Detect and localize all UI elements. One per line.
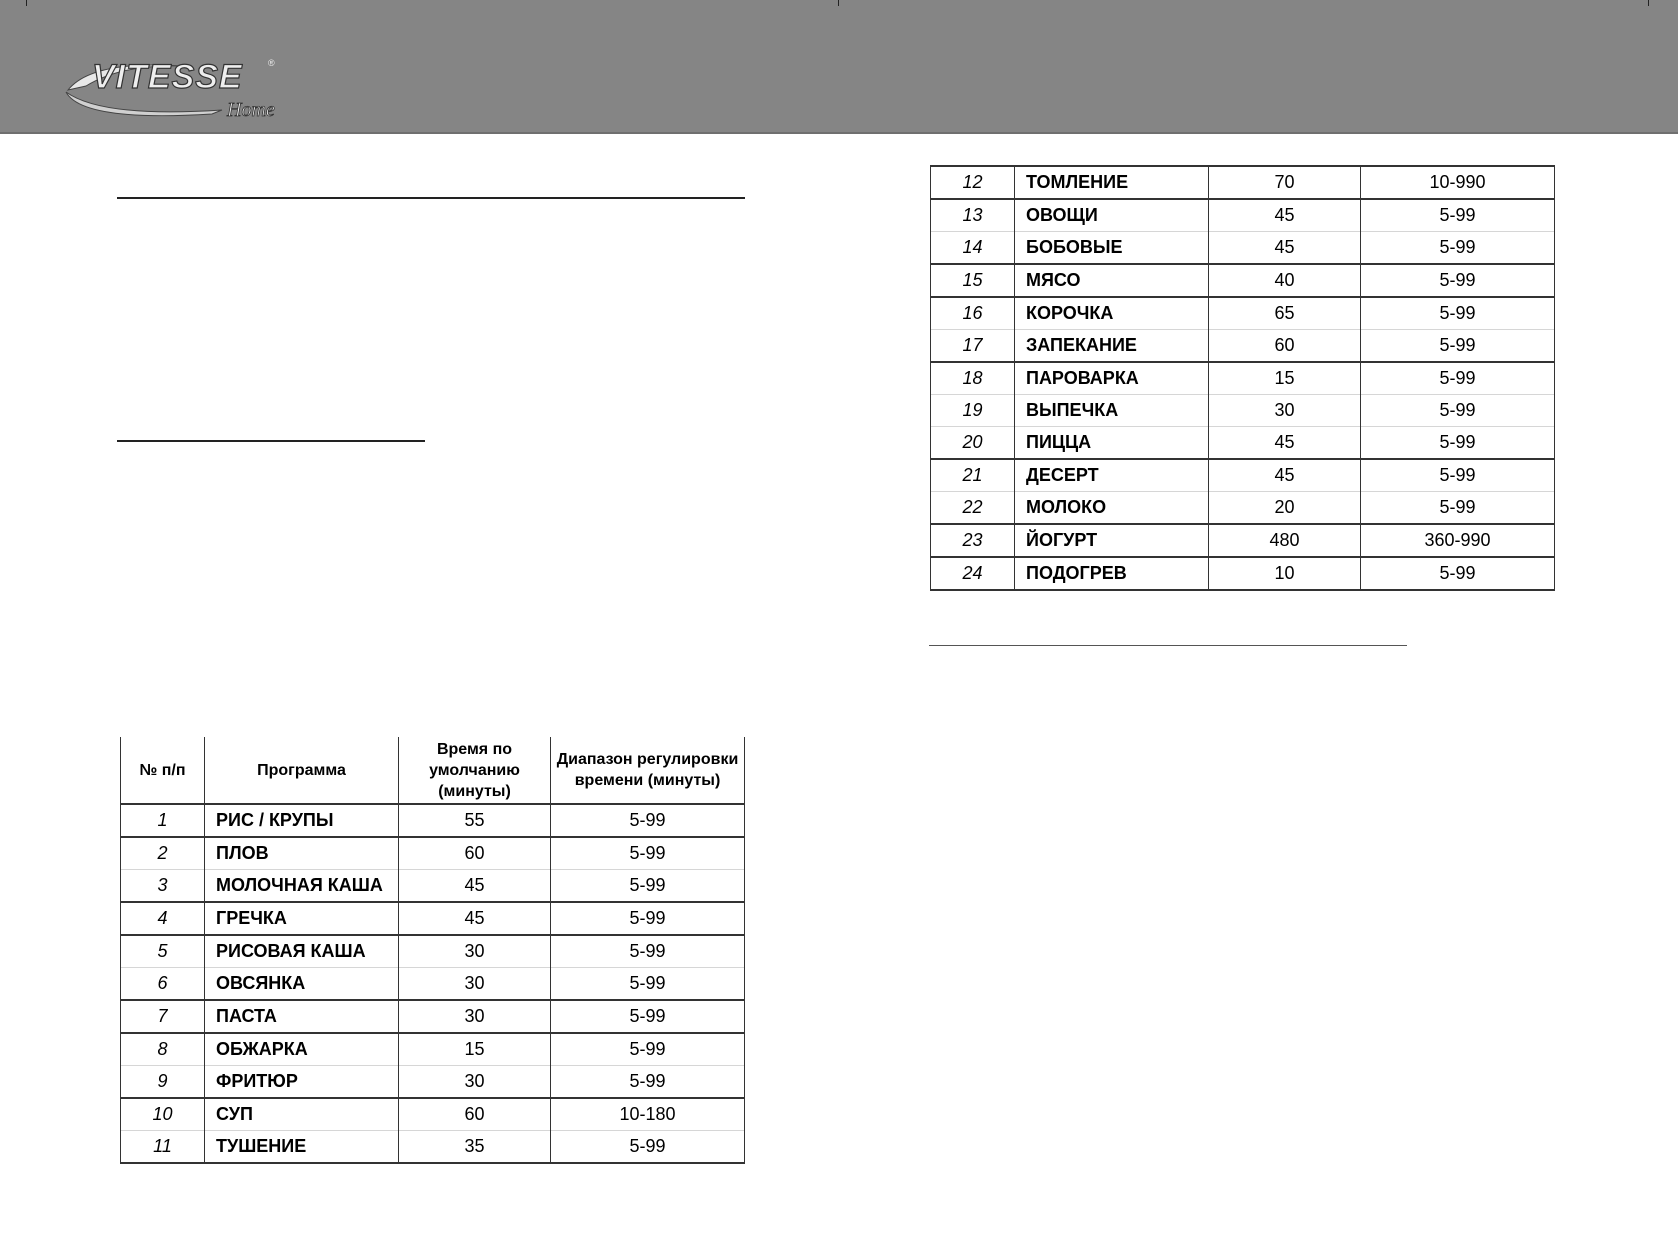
table-row xyxy=(121,804,745,837)
table-row xyxy=(931,330,1555,363)
crop-mark xyxy=(1648,0,1649,6)
row-time-range: 10-180 xyxy=(551,1098,745,1131)
row-number: 9 xyxy=(121,1066,205,1099)
programs-table xyxy=(120,737,745,1164)
row-program: ПЛОВ xyxy=(205,837,399,870)
row-number: 7 xyxy=(121,1000,205,1033)
header-number: № п/п xyxy=(121,737,205,804)
row-number: 10 xyxy=(121,1098,205,1131)
table-row xyxy=(931,557,1555,590)
table-row xyxy=(931,362,1555,395)
row-default-time: 15 xyxy=(1209,362,1361,395)
row-time-range: 5-99 xyxy=(1361,264,1555,297)
row-number: 19 xyxy=(931,395,1015,427)
row-program: ПИЦЦА xyxy=(1015,427,1209,460)
row-number: 24 xyxy=(931,557,1015,590)
row-number: 8 xyxy=(121,1033,205,1066)
row-default-time: 60 xyxy=(399,1098,551,1131)
row-default-time: 55 xyxy=(399,804,551,837)
table-row xyxy=(121,837,745,870)
row-time-range: 5-99 xyxy=(1361,395,1555,427)
vitesse-home-logo xyxy=(62,52,312,124)
row-time-range: 5-99 xyxy=(1361,199,1555,232)
row-time-range: 5-99 xyxy=(1361,427,1555,460)
row-time-range: 5-99 xyxy=(551,1066,745,1099)
row-program: ФРИТЮР xyxy=(205,1066,399,1099)
row-default-time: 30 xyxy=(399,1000,551,1033)
row-number: 3 xyxy=(121,870,205,903)
table-row xyxy=(931,264,1555,297)
row-number: 18 xyxy=(931,362,1015,395)
svg-text:®: ® xyxy=(268,58,275,68)
row-default-time: 20 xyxy=(1209,492,1361,525)
row-time-range: 5-99 xyxy=(551,837,745,870)
section-rule xyxy=(117,197,745,199)
table-row xyxy=(931,166,1555,199)
row-number: 6 xyxy=(121,968,205,1001)
row-time-range: 5-99 xyxy=(551,1033,745,1066)
row-program: ТУШЕНИЕ xyxy=(205,1131,399,1164)
row-time-range: 5-99 xyxy=(551,968,745,1001)
row-default-time: 15 xyxy=(399,1033,551,1066)
row-time-range: 5-99 xyxy=(551,804,745,837)
row-time-range: 5-99 xyxy=(1361,330,1555,363)
row-time-range: 5-99 xyxy=(1361,459,1555,492)
row-default-time: 45 xyxy=(1209,427,1361,460)
row-time-range: 10-990 xyxy=(1361,166,1555,199)
row-program: РИС / КРУПЫ xyxy=(205,804,399,837)
row-number: 15 xyxy=(931,264,1015,297)
header-default-time: Время по умолчанию (минуты) xyxy=(399,737,551,804)
row-number: 2 xyxy=(121,837,205,870)
row-program: МОЛОКО xyxy=(1015,492,1209,525)
table-row xyxy=(121,902,745,935)
row-default-time: 60 xyxy=(1209,330,1361,363)
row-default-time: 70 xyxy=(1209,166,1361,199)
row-number: 20 xyxy=(931,427,1015,460)
table-row xyxy=(121,870,745,903)
row-time-range: 5-99 xyxy=(551,1131,745,1164)
row-program: РИСОВАЯ КАША xyxy=(205,935,399,968)
table-row xyxy=(121,1000,745,1033)
row-program: МОЛОЧНАЯ КАША xyxy=(205,870,399,903)
table-row xyxy=(931,199,1555,232)
row-program: БОБОВЫЕ xyxy=(1015,232,1209,265)
header-program: Программа xyxy=(205,737,399,804)
section-rule xyxy=(117,440,425,442)
programs-table-continued xyxy=(930,165,1555,591)
row-number: 22 xyxy=(931,492,1015,525)
row-time-range: 360-990 xyxy=(1361,524,1555,557)
row-default-time: 40 xyxy=(1209,264,1361,297)
table-row xyxy=(931,524,1555,557)
table-row xyxy=(121,1131,745,1164)
table-row xyxy=(931,232,1555,265)
row-time-range: 5-99 xyxy=(1361,557,1555,590)
row-program: ДЕСЕРТ xyxy=(1015,459,1209,492)
row-time-range: 5-99 xyxy=(1361,232,1555,265)
row-program: ПАСТА xyxy=(205,1000,399,1033)
row-default-time: 60 xyxy=(399,837,551,870)
brand-name: VITESSE xyxy=(92,58,243,96)
row-program: ОВСЯНКА xyxy=(205,968,399,1001)
table-row xyxy=(931,492,1555,525)
table-header-row xyxy=(121,737,745,804)
row-default-time: 30 xyxy=(1209,395,1361,427)
table-row xyxy=(121,1066,745,1099)
row-number: 13 xyxy=(931,199,1015,232)
row-program: ГРЕЧКА xyxy=(205,902,399,935)
row-program: ОБЖАРКА xyxy=(205,1033,399,1066)
table-row xyxy=(121,968,745,1001)
row-default-time: 10 xyxy=(1209,557,1361,590)
crop-mark xyxy=(26,0,27,6)
row-number: 11 xyxy=(121,1131,205,1164)
row-number: 16 xyxy=(931,297,1015,330)
brand-sub: Home xyxy=(227,99,275,121)
row-time-range: 5-99 xyxy=(551,935,745,968)
row-program: ЙОГУРТ xyxy=(1015,524,1209,557)
row-program: ОВОЩИ xyxy=(1015,199,1209,232)
row-default-time: 45 xyxy=(1209,459,1361,492)
row-program: ТОМЛЕНИЕ xyxy=(1015,166,1209,199)
row-time-range: 5-99 xyxy=(1361,362,1555,395)
row-default-time: 45 xyxy=(1209,232,1361,265)
row-program: МЯСО xyxy=(1015,264,1209,297)
row-number: 4 xyxy=(121,902,205,935)
table-row xyxy=(931,395,1555,427)
row-default-time: 65 xyxy=(1209,297,1361,330)
table-row xyxy=(121,1098,745,1131)
row-default-time: 45 xyxy=(399,902,551,935)
table-row xyxy=(931,297,1555,330)
row-number: 23 xyxy=(931,524,1015,557)
row-number: 14 xyxy=(931,232,1015,265)
row-number: 17 xyxy=(931,330,1015,363)
row-program: ПОДОГРЕВ xyxy=(1015,557,1209,590)
row-time-range: 5-99 xyxy=(551,870,745,903)
row-program: ЗАПЕКАНИЕ xyxy=(1015,330,1209,363)
row-time-range: 5-99 xyxy=(551,1000,745,1033)
table-row xyxy=(931,459,1555,492)
crop-mark xyxy=(838,0,839,6)
row-number: 12 xyxy=(931,166,1015,199)
row-default-time: 45 xyxy=(1209,199,1361,232)
row-program: КОРОЧКА xyxy=(1015,297,1209,330)
page-header xyxy=(0,0,1678,134)
row-default-time: 35 xyxy=(399,1131,551,1164)
row-program: ПАРОВАРКА xyxy=(1015,362,1209,395)
row-program: СУП xyxy=(205,1098,399,1131)
header-time-range: Диапазон регулировки времени (минуты) xyxy=(551,737,745,804)
row-default-time: 480 xyxy=(1209,524,1361,557)
row-program: ВЫПЕЧКА xyxy=(1015,395,1209,427)
table-row xyxy=(931,427,1555,460)
row-default-time: 30 xyxy=(399,968,551,1001)
row-number: 5 xyxy=(121,935,205,968)
row-number: 1 xyxy=(121,804,205,837)
row-time-range: 5-99 xyxy=(1361,297,1555,330)
table-row xyxy=(121,1033,745,1066)
row-time-range: 5-99 xyxy=(551,902,745,935)
row-time-range: 5-99 xyxy=(1361,492,1555,525)
row-default-time: 30 xyxy=(399,1066,551,1099)
row-default-time: 30 xyxy=(399,935,551,968)
row-number: 21 xyxy=(931,459,1015,492)
section-rule xyxy=(929,645,1407,646)
row-default-time: 45 xyxy=(399,870,551,903)
table-row xyxy=(121,935,745,968)
